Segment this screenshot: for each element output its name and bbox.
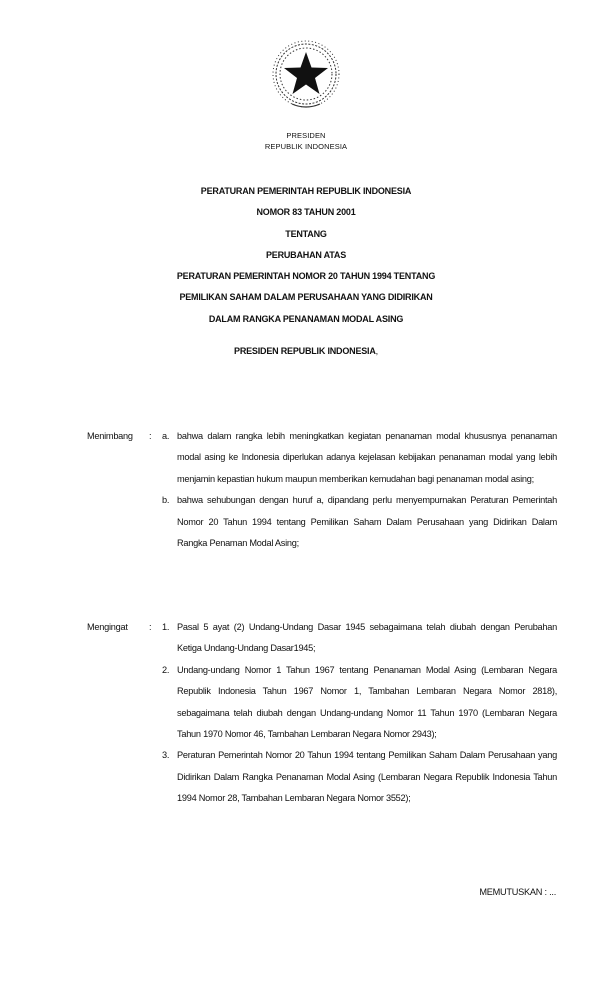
item-marker: 3.	[162, 750, 170, 761]
item-text: Undang-undang Nomor 1 Tahun 1967 tentang Penanaman Modal Asing (Lembaran Negara Republik Indonesia Tahun 1967 Nomor 1, Tambahan Lembaran Negara Nomor 2818), sebagaimana telah diubah dengan Undang-undang Nomor 11 Tahun 1970 (Lembaran Negara Tahun 1970 Nomor 46, Tambahan Lembaran Negara Nomor 2943);	[177, 664, 557, 740]
issuer-line	[0, 346, 612, 356]
section-colon: :	[149, 622, 152, 632]
item-text: bahwa dalam rangka lebih meningkatkan kegiatan penanaman modal khususnya penanaman modal asing ke Indonesia diperlukan adanya kejelasan kebijakan penanaman modal yang lebih menjamin kepastian hukum maupun memberikan kemudahan bagi penanaman modal asing;	[177, 431, 557, 484]
header-presiden: PRESIDEN	[286, 131, 326, 140]
title-line: NOMOR 83 TAHUN 2001	[256, 207, 356, 218]
item-marker: 2.	[162, 664, 170, 675]
title-line: PERUBAHAN ATAS	[265, 249, 347, 260]
item-marker: 1.	[162, 622, 170, 632]
title-line: PERATURAN PEMERINTAH NOMOR 20 TAHUN 1994 TENTANG	[176, 271, 436, 282]
list-item	[87, 617, 557, 660]
issuer-suffix: ,	[375, 346, 378, 356]
list-item	[87, 660, 557, 746]
item-marker: b.	[162, 495, 170, 506]
title-line: PERATURAN PEMERINTAH REPUBLIK INDONESIA	[200, 186, 412, 196]
title-line: TENTANG	[285, 228, 327, 239]
header-republik-indonesia: REPUBLIK INDONESIA	[264, 142, 348, 151]
regulation-title	[0, 181, 612, 330]
item-text: bahwa sehubungan dengan huruf a, dipandang perlu menyempurnakan Peraturan Pemerintah Nomor 20 Tahun 1994 tentang Pemilikan Saham Dalam Perusahaan yang Didirikan Dalam Rangka Penaman Modal Asing;	[177, 495, 557, 549]
section-label: Menimbang	[87, 431, 133, 441]
menimbang-section	[87, 426, 557, 554]
continuation-marker: MEMUTUSKAN : ...	[479, 887, 556, 897]
mengingat-section	[87, 617, 557, 810]
item-marker: a.	[162, 431, 170, 441]
section-colon: :	[149, 431, 152, 441]
list-item	[87, 745, 557, 809]
title-line: DALAM RANGKA PENANAMAN MODAL ASING	[208, 313, 404, 324]
list-item	[87, 426, 557, 490]
title-line: PEMILIKAN SAHAM DALAM PERUSAHAAN YANG DIDIRIKAN	[179, 292, 433, 303]
item-text: Pasal 5 ayat (2) Undang-Undang Dasar 1945 sebagaimana telah diubah dengan Perubahan Ketiga Undang-Undang Dasar1945;	[177, 622, 557, 654]
list-item	[87, 490, 557, 554]
section-label: Mengingat	[87, 622, 128, 632]
issuer: PRESIDEN REPUBLIK INDONESIA	[234, 346, 376, 356]
item-text: Peraturan Pemerintah Nomor 20 Tahun 1994 tentang Pemilikan Saham Dalam Perusahaan yang Didirikan Dalam Rangka Penanaman Modal Asing (Lembaran Negara Republik Indonesia Tahun 1994 Nomor 28, Tambahan Lembaran Negara Nomor 3552);	[177, 750, 557, 804]
garuda-star-emblem-icon	[270, 38, 342, 112]
